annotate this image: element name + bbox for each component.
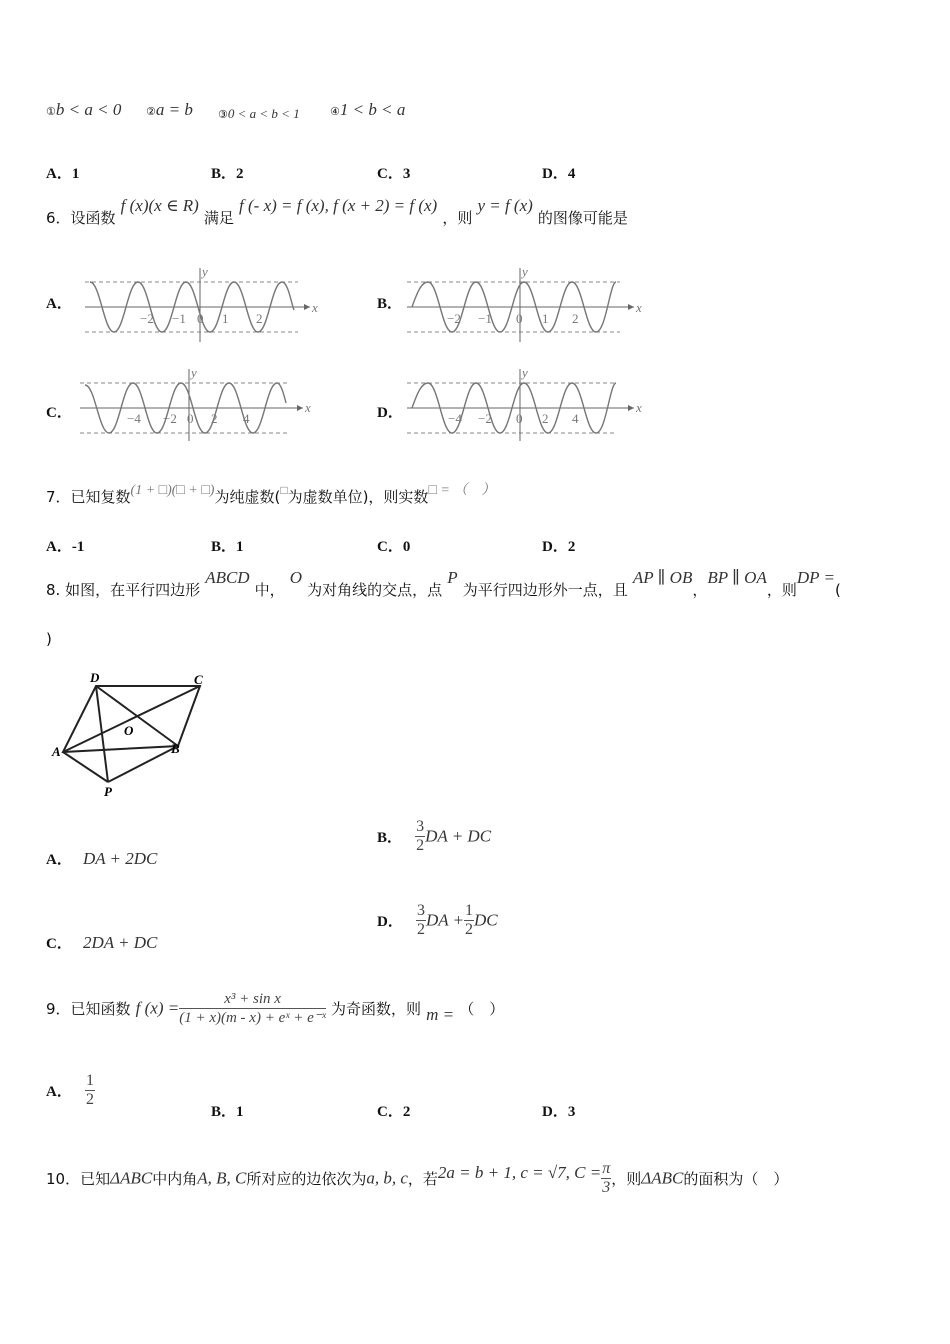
q7-choice-c[interactable]: C．0 <box>377 539 411 555</box>
q9-choice-b[interactable]: B．1 <box>211 1104 244 1120</box>
q10-stem: 10．已知ΔABC中内角A, B, C所对应的边依次为a, b, c，若2a = b + 1, c = √7, C = $\frac{\pi}{3}$ ，则ΔABC的面积为（ ） <box>46 1160 789 1196</box>
fig-label-b: B <box>171 741 180 756</box>
tick-label: 2 <box>542 411 549 426</box>
tick-label: −2 <box>478 411 492 426</box>
q5-opt3-num: ③ <box>218 108 228 121</box>
fig-label-o: O <box>124 723 134 738</box>
axis-x-label: x <box>636 300 642 315</box>
tick-label: −2 <box>163 411 177 426</box>
q9-choice-c[interactable]: C．2 <box>377 1104 411 1120</box>
fig-label-p: P <box>104 784 112 799</box>
q6-graph-b[interactable] <box>402 262 647 344</box>
tick-label: 0 <box>516 411 523 426</box>
tick-label: −2 <box>140 311 154 326</box>
q5-opt2-num: ② <box>146 105 156 118</box>
tick-label: 0 <box>187 411 194 426</box>
q5-choice-a[interactable]: A．1 <box>46 166 80 182</box>
q7-stem: 7．已知复数(1 + □)(□ + □)为纯虚数(□为虚数单位)，则实数□ = （ ） <box>46 483 496 506</box>
axis-x-label: x <box>305 400 311 415</box>
q6-stem: 6．设函数 f (x)(x ∈ R) 满足 f (- x) = f (x), f (x + 2) = f (x) ，则 y = f (x) 的图像可能是 <box>46 196 628 227</box>
axis-x-label: x <box>636 400 642 415</box>
q5-opt4-num: ④ <box>330 105 340 118</box>
tick-label: −1 <box>172 311 186 326</box>
q6-graph-d[interactable] <box>402 365 647 445</box>
q5-opt1-expr: b < a < 0 <box>55 100 122 119</box>
fig-label-c: C <box>194 672 203 687</box>
q5-choice-b[interactable]: B．2 <box>211 166 244 182</box>
tick-label: 4 <box>243 411 250 426</box>
q8-choice-d[interactable]: D． $\frac{3}{2}$ DA + $\frac{1}{2}$ DC <box>377 902 498 938</box>
q8-choice-b[interactable]: B． $\frac{3}{2}$ DA + DC <box>377 818 492 854</box>
q5-opt1-num: ① <box>46 105 56 118</box>
q7-choice-d[interactable]: D．2 <box>542 539 576 555</box>
tick-label: −2 <box>447 311 461 326</box>
fig-label-a: A <box>52 744 61 759</box>
q8-choice-c[interactable]: C． 2DA + DC <box>46 933 158 952</box>
q6-graph-b-label[interactable]: B． <box>377 296 403 312</box>
tick-label: −4 <box>448 411 462 426</box>
tick-label: 2 <box>211 411 218 426</box>
axis-y-label: y <box>202 264 208 279</box>
q9-stem: 9．已知函数 f (x) = $\frac{\text{x³ + sin x}}{\text{(1 + x)(m - x) + eˣ + e⁻ˣ}}$ 为奇函数，则 m = （ ） <box>46 991 505 1026</box>
tick-label: 0 <box>197 311 204 326</box>
tick-label: 0 <box>516 311 523 326</box>
q5-statements <box>46 100 121 120</box>
q5-choice-c[interactable]: C．3 <box>377 166 411 182</box>
q6-graph-a-label[interactable]: A． <box>46 296 72 312</box>
axis-x-label: x <box>312 300 318 315</box>
q5-opt2-expr: a = b <box>155 100 193 119</box>
q8-close-paren: ) <box>46 630 52 648</box>
tick-label: 2 <box>256 311 263 326</box>
q6-graph-c-label[interactable]: C． <box>46 405 72 421</box>
tick-label: 4 <box>572 411 579 426</box>
tick-label: −1 <box>478 311 492 326</box>
tick-label: 1 <box>542 311 549 326</box>
fig-label-d: D <box>90 672 100 685</box>
q5-opt4-expr: 1 < b < a <box>339 100 406 119</box>
q8-choice-a[interactable]: A． DA + 2DC <box>46 849 158 868</box>
q6-graph-c[interactable] <box>75 365 320 445</box>
q6-graph-d-label[interactable]: D． <box>377 405 403 421</box>
q9-choice-d[interactable]: D．3 <box>542 1104 576 1120</box>
axis-y-label: y <box>191 365 197 380</box>
tick-label: 1 <box>222 311 229 326</box>
q7-choice-a[interactable]: A．-1 <box>46 539 85 555</box>
q9-choice-a[interactable]: A． $\frac{1}{2}$ <box>46 1072 94 1108</box>
tick-label: 2 <box>572 311 579 326</box>
q8-stem: 8. 如图，在平行四边形 ABCD 中， O 为对角线的交点，点 P 为平行四边形外一点，且 AP ∥ OB，BP ∥ OA，则DP =( <box>46 568 841 599</box>
q6-graph-a[interactable] <box>80 262 325 344</box>
axis-y-label: y <box>522 264 528 279</box>
q5-choice-d[interactable]: D．4 <box>542 166 576 182</box>
q5-opt3-expr: 0 < a < b < 1 <box>227 106 300 121</box>
tick-label: −4 <box>127 411 141 426</box>
q8-figure <box>50 672 220 800</box>
q7-choice-b[interactable]: B．1 <box>211 539 244 555</box>
axis-y-label: y <box>522 365 528 380</box>
